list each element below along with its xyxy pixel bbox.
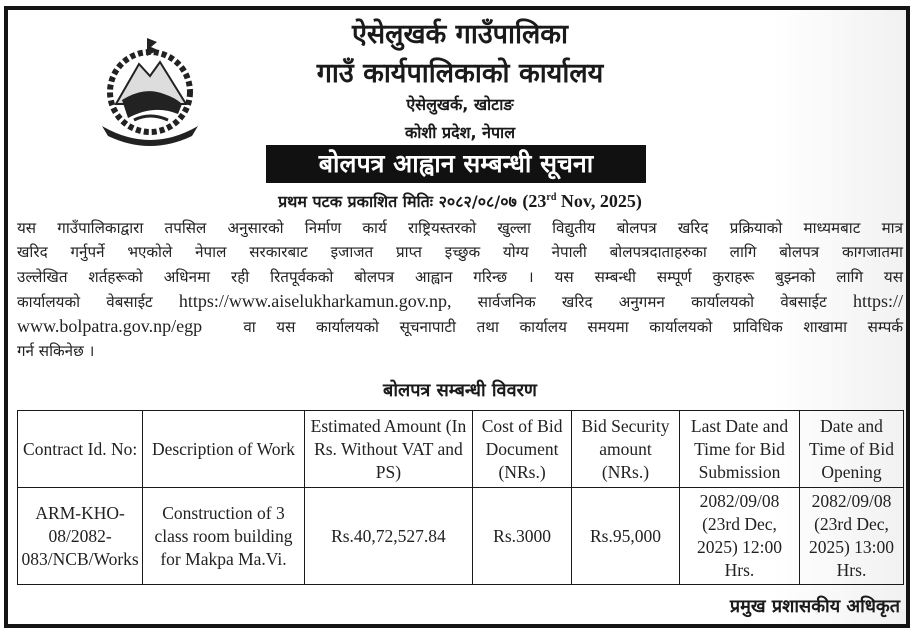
publish-date-month-year: Nov, 2025) <box>556 191 642 211</box>
body-line: खरिद गर्नुपर्ने भएकोले नेपाल सरकारबाट इजाजत प्राप्त इच्छुक योग्य नेपाली बोलपत्रदाताहरुका लागि बोलपत्र कागजातमा <box>17 243 903 262</box>
table-row <box>18 488 904 585</box>
column-header-submission-deadline: Last Date and Time for Bid Submission <box>679 411 799 488</box>
contract-id-cell: ARM-KHO-08/2082-083/NCB/Works <box>18 488 143 585</box>
publish-date-nepali: प्रथम पटक प्रकाशित मितिः २०८२/०८/०७ <box>278 192 517 211</box>
description-cell: Construction of 3 class room building for Makpa Ma.Vi. <box>143 488 304 585</box>
bid-security-cell: Rs.95,000 <box>572 488 680 585</box>
publish-date-english <box>522 191 642 211</box>
bolpatra-link[interactable]: www.bolpatra.gov.np/egp <box>17 316 203 337</box>
ppmo-website-link[interactable]: https:// <box>852 290 903 311</box>
bid-opening-cell: 2082/09/08 (23rd Dec, 2025) 13:00 Hrs. <box>800 488 904 585</box>
municipality-website-link[interactable]: https://www.aiselukharkamun.gov.np, <box>178 290 452 311</box>
publish-date-suffix: rd <box>546 192 557 203</box>
estimated-amount-cell: Rs.40,72,527.84 <box>304 488 472 585</box>
body-line: गर्न सकिनेछ । <box>17 342 95 361</box>
notice-title: बोलपत्र आह्वान सम्बन्धी सूचना <box>266 145 646 183</box>
column-header-bid-security: Bid Security amount (NRs.) <box>572 411 680 488</box>
column-header-bid-opening: Date and Time of Bid Opening <box>800 411 904 488</box>
column-header-estimated-amount: Estimated Amount (In Rs. Without VAT and PS) <box>304 411 472 488</box>
office-name: गाउँ कार्यपालिकाको कार्यालय <box>316 58 604 89</box>
bid-details-table <box>17 410 904 585</box>
column-header-bid-document-cost: Cost of Bid Document (NRs.) <box>473 411 572 488</box>
province-name: कोशी प्रदेश, नेपाल <box>404 123 516 142</box>
body-line: उल्लेखित शर्तहरूको अधिनमा रही रितपूर्वकको बोलपत्र आह्वान गरिन्छ । यस सम्बन्धी सम्पूर्ण कुराहरू बुझ्नको लागि यस <box>17 267 903 286</box>
body-text: वा यस कार्यालयको सूचनापाटी तथा कार्यालय समयमा कार्यालयको प्राविधिक शाखामा सम्पर्क <box>243 318 903 337</box>
signatory: प्रमुख प्रशासकीय अधिकृत <box>729 596 900 617</box>
details-title: बोलपत्र सम्बन्धी विवरण <box>383 380 537 401</box>
office-location: ऐसेलुखर्क, खोटाङ <box>406 95 514 114</box>
notice-body <box>17 216 903 364</box>
submission-deadline-cell: 2082/09/08 (23rd Dec, 2025) 12:00 Hrs. <box>679 488 799 585</box>
municipality-name: ऐसेलुखर्क गाउँपालिका <box>351 19 569 50</box>
body-text: कार्यालयको वेबसाईट <box>17 292 153 311</box>
publish-date-day: (23 <box>522 191 547 211</box>
body-text: सार्वजनिक खरिद अनुगमन कार्यालयको वेबसाईट <box>477 292 827 311</box>
body-line: यस गाउँपालिकाद्वारा तपसिल अनुसारको निर्माण कार्य राष्ट्रियस्तरको खुल्ला विद्युतीय बोलपत्र खरिद प्रक्रियाको माध्यमबाट मात्र <box>17 219 903 237</box>
publish-date <box>0 190 920 212</box>
column-header-contract-id: Contract Id. No: <box>18 411 143 488</box>
column-header-description: Description of Work <box>143 411 304 488</box>
body-line <box>17 314 903 339</box>
body-line <box>17 289 903 314</box>
table-header-row <box>18 411 904 488</box>
bid-document-cost-cell: Rs.3000 <box>473 488 572 585</box>
